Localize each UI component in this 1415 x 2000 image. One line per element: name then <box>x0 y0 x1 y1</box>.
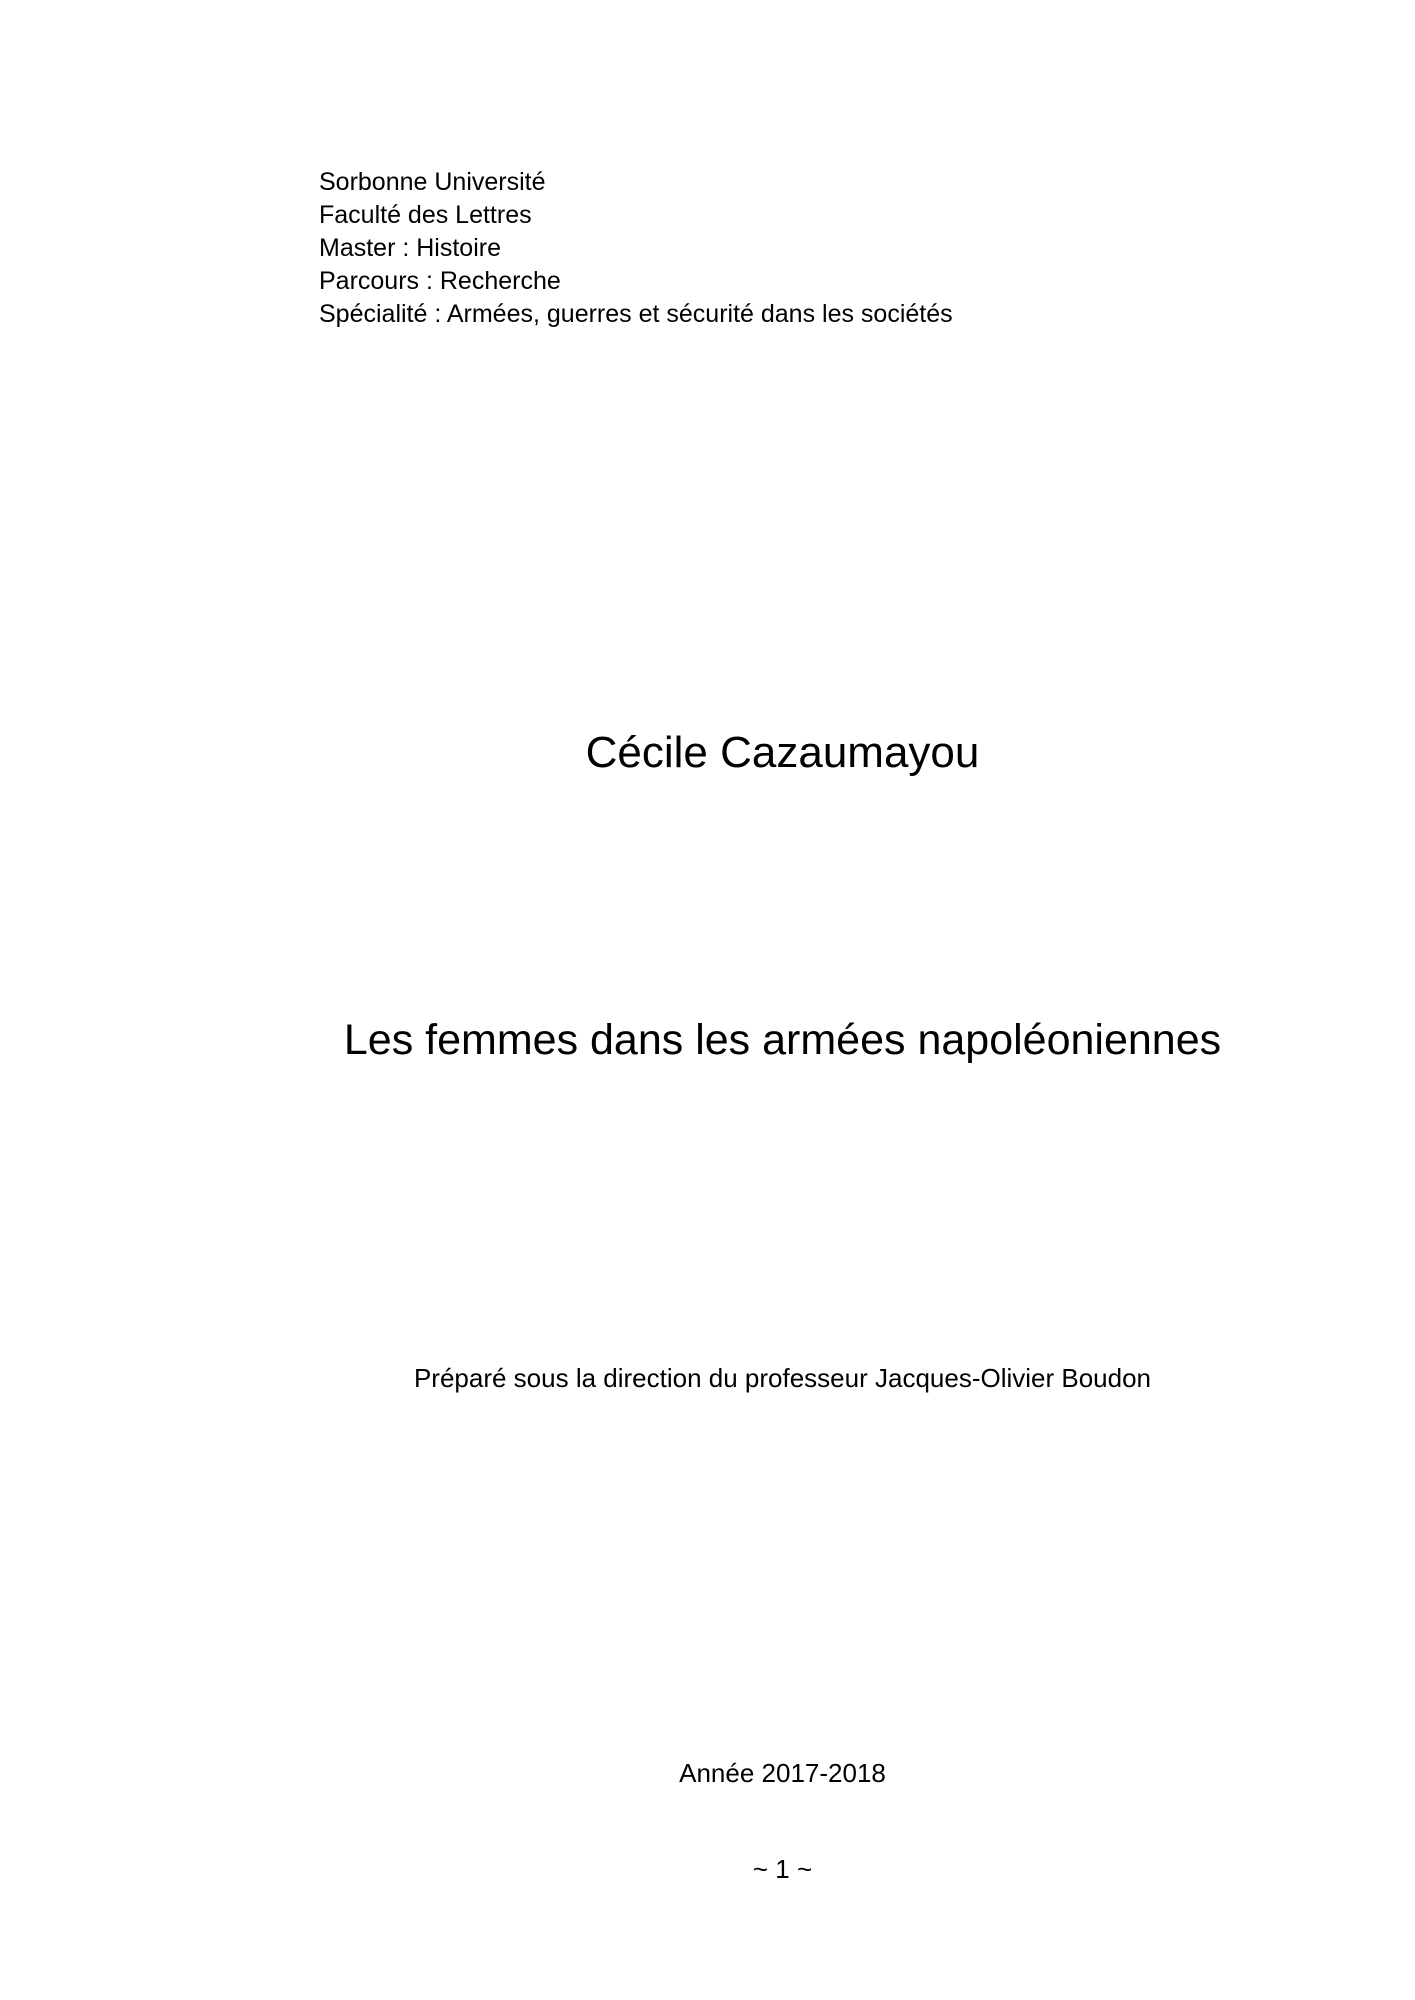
institution-line-university: Sorbonne Université <box>319 168 546 196</box>
supervisor-line: Préparé sous la direction du professeur Jacques-Olivier Boudon <box>413 1363 1152 1393</box>
institution-line-master: Master : Histoire <box>319 234 501 262</box>
page-number: ~ 1 ~ <box>752 1854 813 1884</box>
institution-block <box>319 166 953 331</box>
author-name: Cécile Cazaumayou <box>585 728 980 777</box>
institution-line-faculty: Faculté des Lettres <box>319 201 532 229</box>
institution-line-track: Parcours : Recherche <box>319 267 561 295</box>
institution-line-specialty: Spécialité : Armées, guerres et sécurité dans les sociétés <box>319 300 953 328</box>
document-title: Les femmes dans les armées napoléoniennes <box>343 1016 1222 1064</box>
academic-year: Année 2017-2018 <box>679 1758 886 1788</box>
